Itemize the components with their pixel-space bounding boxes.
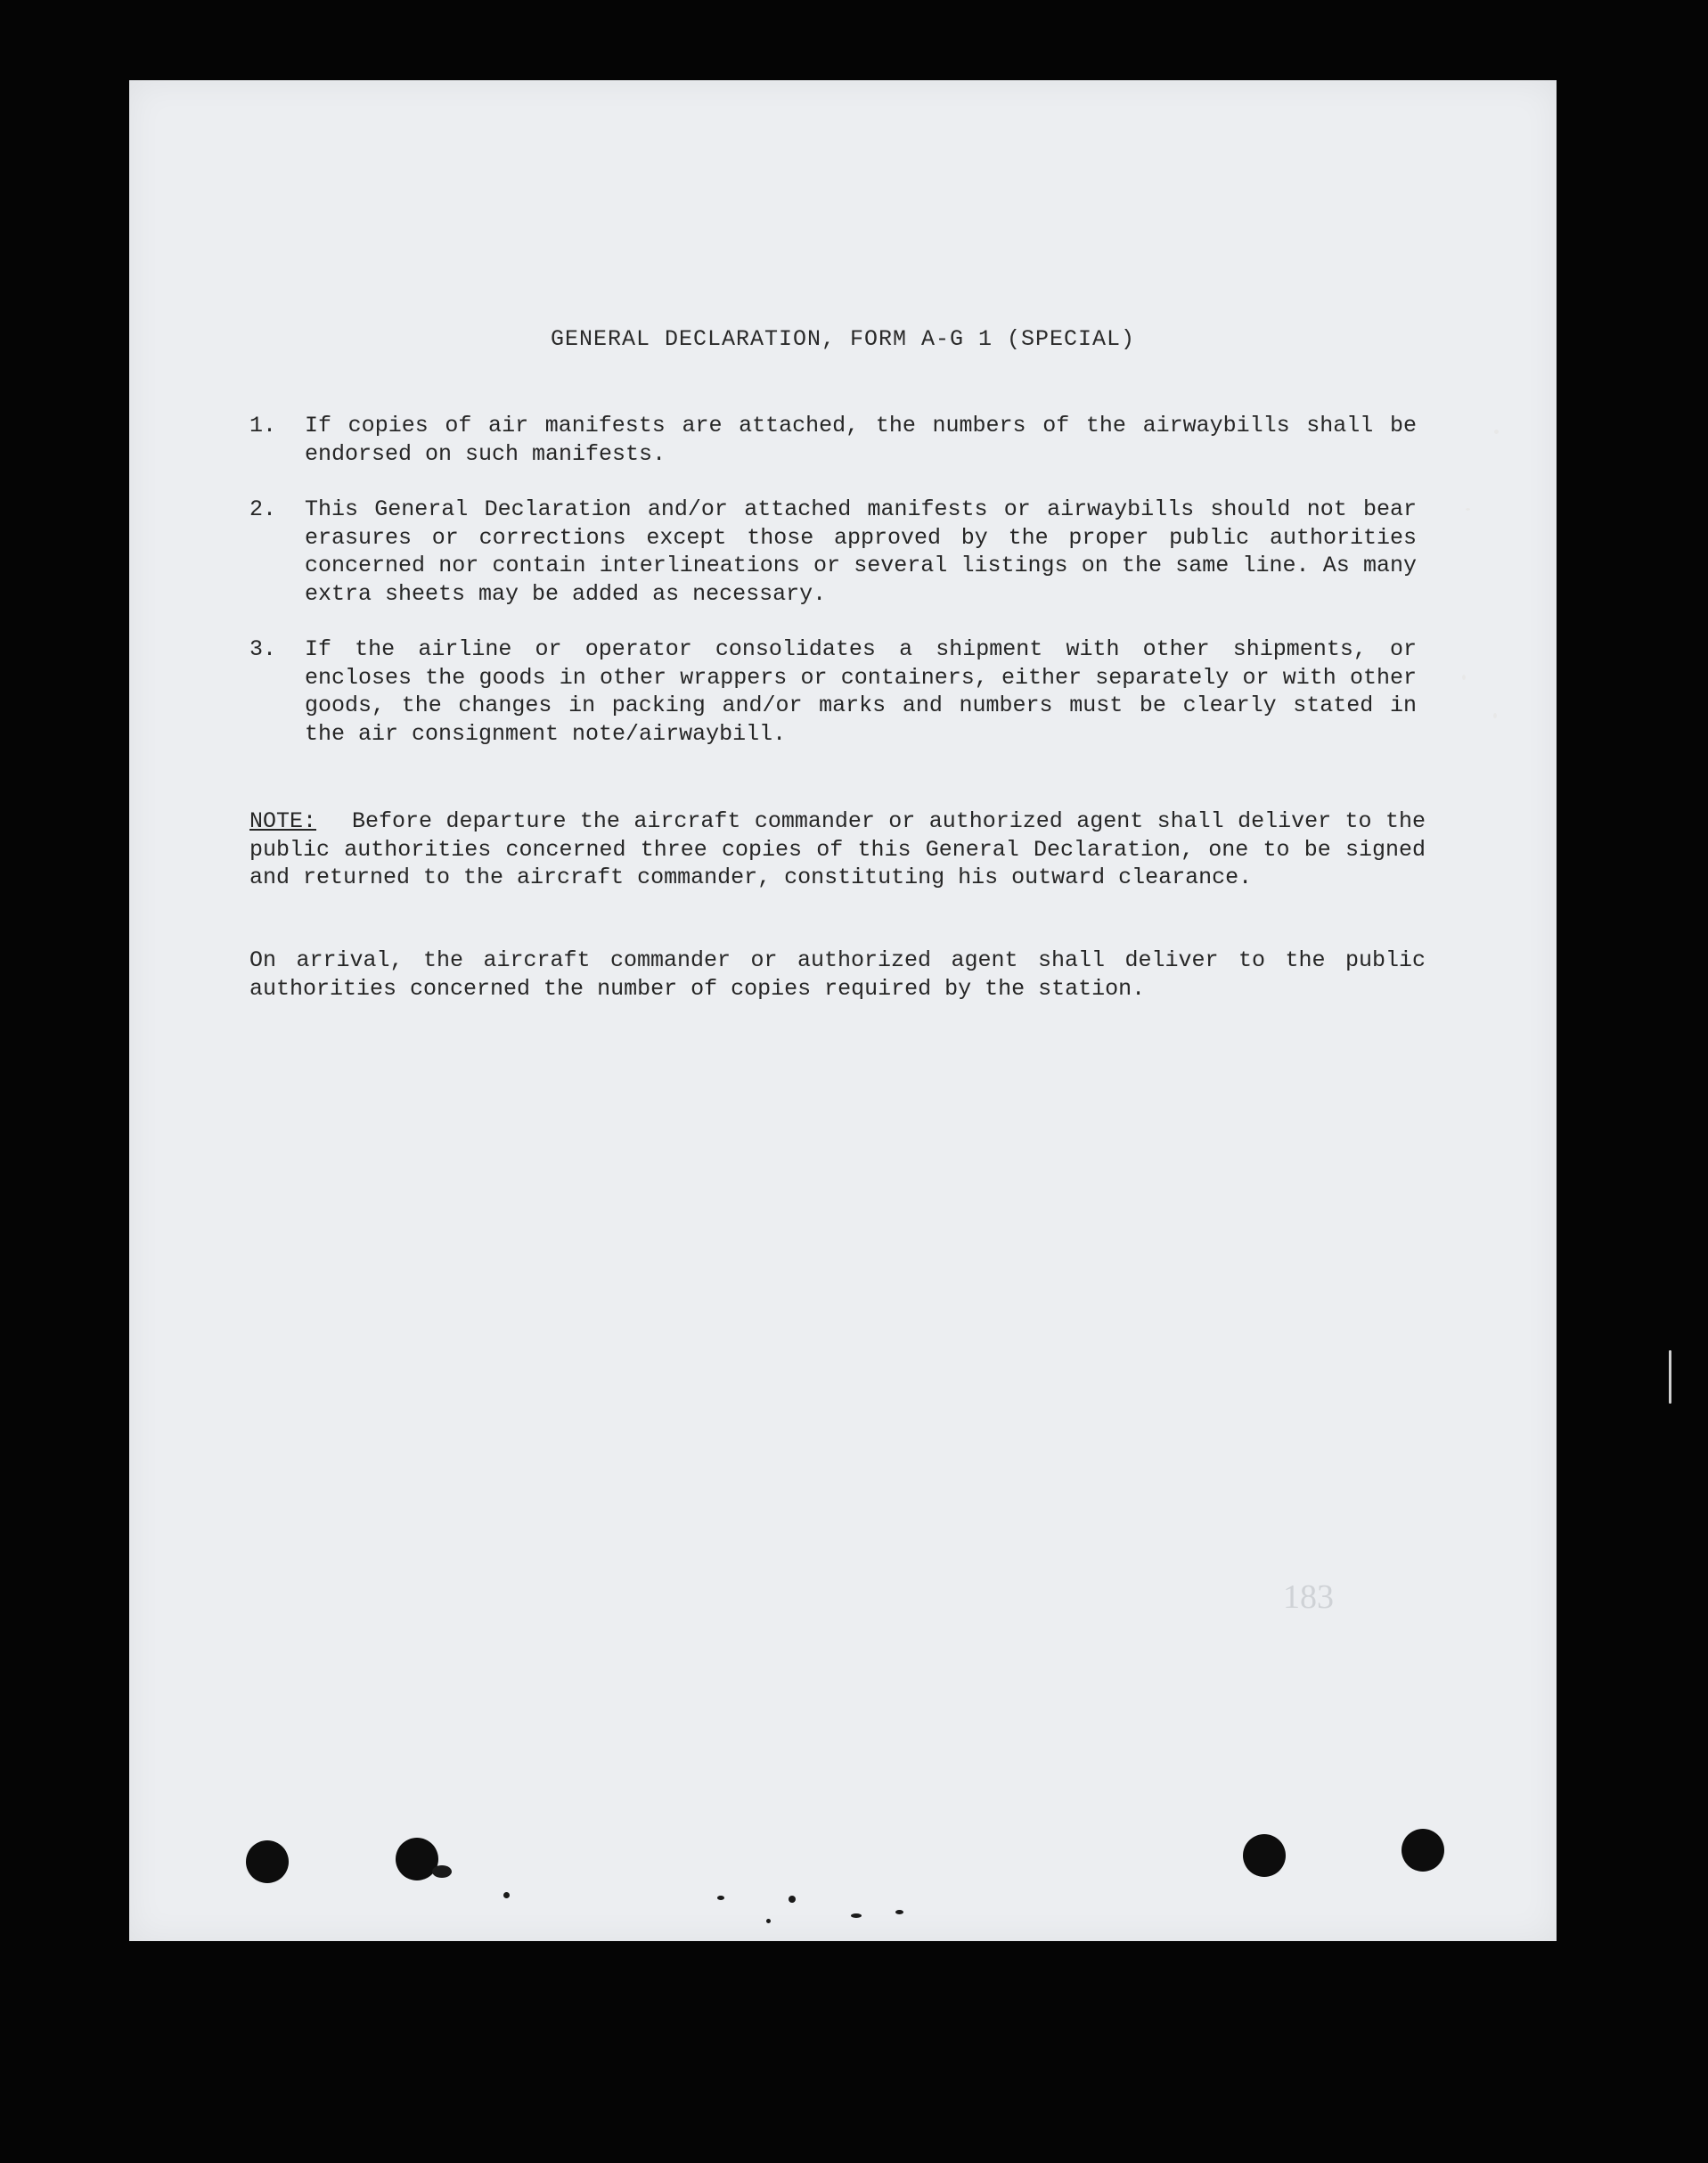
punch-hole-icon xyxy=(1243,1834,1286,1877)
ink-speck xyxy=(895,1910,903,1914)
arrival-paragraph: On arrival, the aircraft commander or authorized agent shall deliver to the public authorities concerned the number of copies required by the station. xyxy=(249,947,1426,1002)
ink-speck xyxy=(789,1896,796,1903)
list-item-2 xyxy=(249,496,1417,608)
item-number: 3. xyxy=(249,636,277,662)
page-title: GENERAL DECLARATION, FORM A-G 1 (SPECIAL) xyxy=(550,326,1136,352)
punch-hole-icon xyxy=(246,1840,289,1883)
item-text: If the airline or operator consolidates a shipment with other shipments, or encloses the goods in other wrappers or containers, either separately or with other goods, the changes in packing and/or marks and numbers must be clearly stated in the air consignment note/airwaybill. xyxy=(305,636,1417,747)
list-item-1 xyxy=(249,412,1417,468)
item-text: If copies of air manifests are attached, the numbers of the airwaybills shall be endorsed on such manifests. xyxy=(305,413,1417,467)
item-text: This General Declaration and/or attached manifests or airwaybills should not bear erasures or corrections except those approved by the proper public authorities concerned nor contain interlineations or several listings on the same line. As many extra sheets may be added as necessary. xyxy=(305,496,1417,607)
ink-speck xyxy=(432,1865,452,1878)
edge-speck xyxy=(1493,713,1497,718)
ink-speck xyxy=(503,1892,510,1898)
list-item-3 xyxy=(249,635,1417,748)
note-text: Before departure the aircraft commander or authorized agent shall deliver to the public authorities concerned three copies of this General Declaration, one to be signed and returned to the aircraft commander, constituting his outward clearance. xyxy=(249,808,1426,890)
edge-scratch xyxy=(1669,1350,1671,1404)
note-label: NOTE: xyxy=(249,808,317,834)
item-number: 2. xyxy=(249,496,277,522)
document-page xyxy=(129,80,1557,1941)
ink-speck xyxy=(717,1896,724,1900)
punch-hole-icon xyxy=(1402,1829,1444,1872)
ink-speck xyxy=(766,1919,771,1923)
edge-speck xyxy=(1462,675,1466,680)
edge-speck xyxy=(1494,430,1499,434)
note-paragraph xyxy=(249,807,1426,892)
ink-speck xyxy=(851,1913,862,1918)
item-number: 1. xyxy=(249,413,277,438)
page-number-stamp: 183 xyxy=(1283,1578,1334,1616)
edge-speck xyxy=(1466,508,1470,511)
punch-hole-icon xyxy=(396,1838,438,1880)
